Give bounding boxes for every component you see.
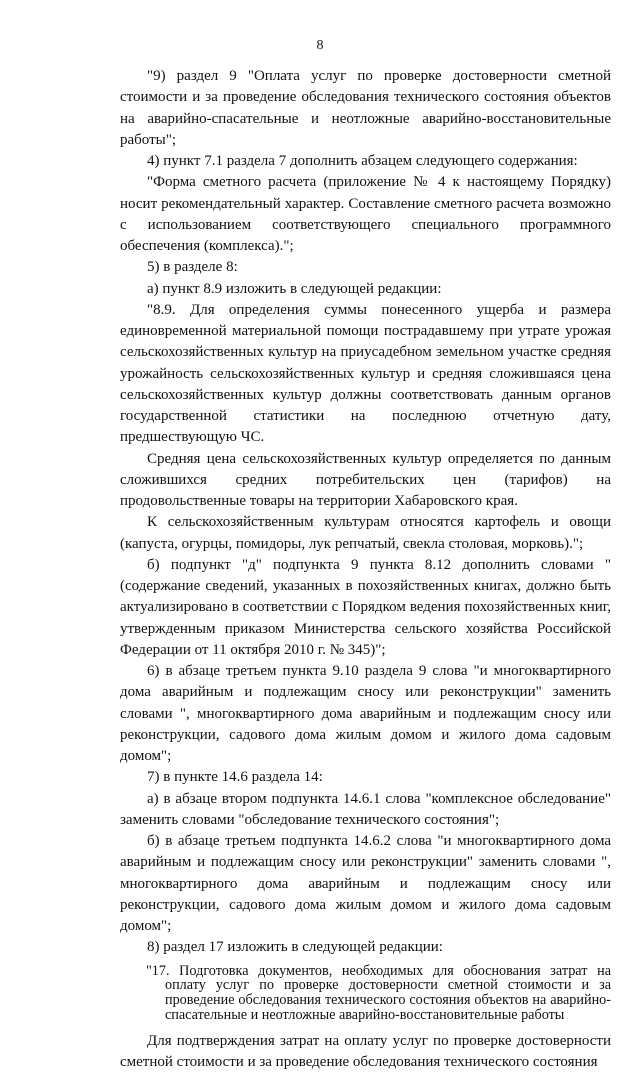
paragraph-closing: Для подтверждения затрат на оплату услуг по проверке достоверности сметной стоимости и за проведение обследования технического состояния bbox=[120, 1033, 611, 1071]
paragraph-form-estimate: "Форма сметного расчета (приложение № 4 к настоящему Порядку) носит рекомендательный характер. Составление сметного расчета возможно с использованием соответствующего специального программного обеспечения (комплекса)."; bbox=[120, 174, 611, 254]
paragraph-item-8: 8) раздел 17 изложить в следующей редакции: bbox=[147, 939, 443, 956]
document-body bbox=[120, 66, 611, 1074]
paragraph-average-price: Средняя цена сельскохозяйственных культур определяется по данным сложившихся средних потребительских цен (тарифов) на продовольственные товары на территории Хабаровского края. bbox=[120, 450, 611, 509]
paragraph-item-6: 6) в абзаце третьем пункта 9.10 раздела 9 слова "и многоквартирного дома аварийным и подлежащим сносу или реконструкции" заменить словами ", многоквартирного дома аварийным и подлежащим сносу или реконструкции, садового дома жилым домом и жилого дома садовым домом"; bbox=[120, 663, 611, 764]
paragraph-item-7: 7) в пункте 14.6 раздела 14: bbox=[147, 769, 323, 786]
paragraph-item-5a: а) пункт 8.9 изложить в следующей редакции: bbox=[147, 280, 442, 297]
paragraph-8-9: "8.9. Для определения суммы понесенного ущерба и размера единовременной материальной помощи пострадавшему при утрате урожая сельскохозяйственных культур на приусадебном земельном участке средняя урожайность сельскохозяйственных культур и средняя сложившаяся цена сельскохозяйственных культур должны соответствовать данным органов государственной статистики на последнюю отчетную дату, предшествующую ЧС. bbox=[120, 301, 611, 446]
paragraph-crops-list: К сельскохозяйственным культурам относятся картофель и овощи (капуста, огурцы, помидоры, лук репчатый, свекла столовая, морковь)."; bbox=[120, 514, 611, 552]
section-17-heading: "17. Подготовка документов, необходимых для обоснования затрат на оплату услуг по проверке достоверности сметной стоимости и за проведение обследования технического состояния объектов на аварийно-спасательные и неотложные аварийно-восстановительные работы bbox=[146, 962, 611, 1024]
paragraph-item-5b: б) подпункт "д" подпункта 9 пункта 8.12 дополнить словами "(содержание сведений, указанных в похозяйственных книгах, должно быть актуализировано в соответствии с Порядком ведения похозяйственных книг, утвержденным приказом Министерства сельского хозяйства Российской Федерации от 11 октября 2010 г. № 345)"; bbox=[120, 556, 611, 658]
paragraph-item-7b: б) в абзаце третьем подпункта 14.6.2 слова "и многоквартирного дома аварийным и подлежащим сносу или реконструкции" заменить словами ", многоквартирного дома аварийным и подлежащим сносу или реконструкции, садового дома жилым домом и жилого дома садовым домом"; bbox=[120, 833, 611, 934]
paragraph-item-5: 5) в разделе 8: bbox=[147, 259, 238, 276]
paragraph-item-7a: а) в абзаце втором подпункта 14.6.1 слова "комплексное обследование" заменить словами "обследование технического состояния"; bbox=[120, 790, 611, 828]
paragraph-section-9-title: "9) раздел 9 "Оплата услуг по проверке достоверности сметной стоимости и за проведение обследования технического состояния объектов на аварийно-спасательные и неотложные аварийно-восстановительные работы"; bbox=[120, 68, 611, 148]
paragraph-item-4: 4) пункт 7.1 раздела 7 дополнить абзацем следующего содержания: bbox=[147, 153, 578, 169]
page-number: 8 bbox=[316, 38, 324, 53]
